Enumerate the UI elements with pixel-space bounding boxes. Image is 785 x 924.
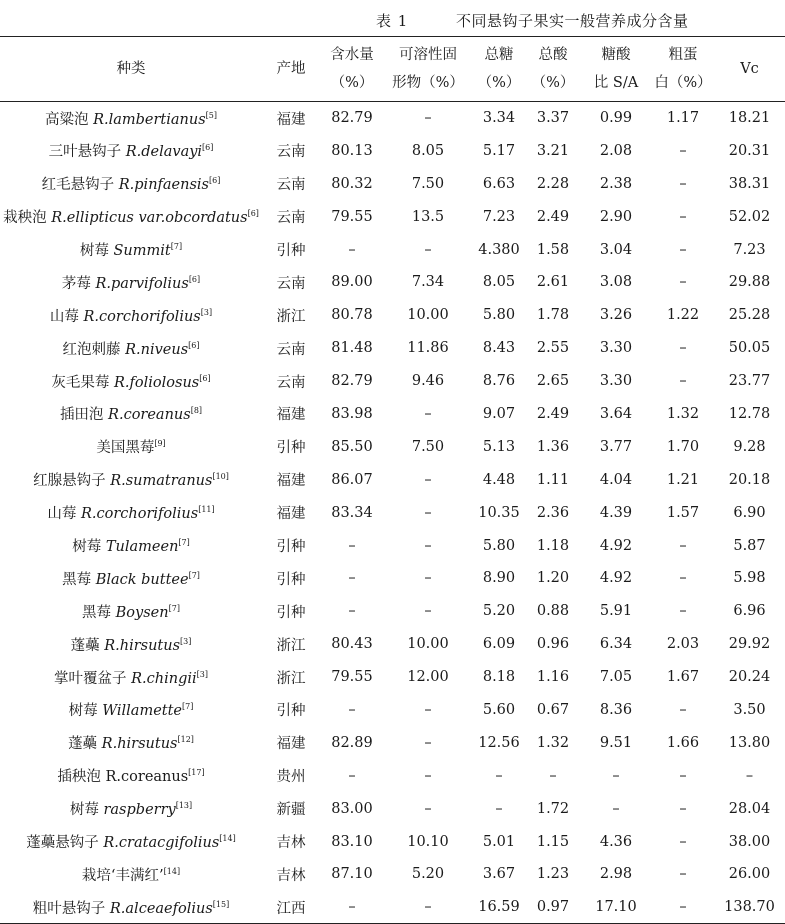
cell-origin: 新疆 xyxy=(276,802,306,819)
cell-acid: 1.23 xyxy=(536,866,570,883)
header-sugar: 总糖 （%） xyxy=(477,47,521,91)
cell-water: – xyxy=(348,537,356,554)
cell-sugar: 5.01 xyxy=(482,833,516,850)
cell-soluble: – xyxy=(424,537,432,554)
cell-sugar: 5.17 xyxy=(482,142,516,159)
cell-ratio: 3.30 xyxy=(599,373,633,390)
cell-vc: 52.02 xyxy=(728,208,771,225)
cell-acid: 3.21 xyxy=(536,142,570,159)
cell-acid: 0.67 xyxy=(536,701,570,718)
cell-species: 三叶悬钩子 R.delavayi[6] xyxy=(48,143,214,161)
cell-protein: – xyxy=(679,701,687,718)
cell-acid: 1.16 xyxy=(536,669,570,686)
cell-soluble: 9.46 xyxy=(411,373,445,390)
cell-species: 粗叶悬钩子 R.alceaefolius[15] xyxy=(32,899,230,917)
cell-sugar: 3.67 xyxy=(482,866,516,883)
cell-origin: 浙江 xyxy=(276,670,306,687)
cell-origin: 引种 xyxy=(276,440,306,457)
cell-soluble: 12.00 xyxy=(407,669,449,686)
cell-water: 87.10 xyxy=(331,866,373,883)
cell-sugar: 9.07 xyxy=(482,405,516,422)
cell-soluble: 10.00 xyxy=(407,636,449,653)
cell-sugar: 5.20 xyxy=(482,603,516,620)
cell-protein: – xyxy=(679,274,687,291)
cell-protein: – xyxy=(679,142,687,159)
table-row xyxy=(0,858,785,891)
cell-soluble: – xyxy=(424,603,432,620)
cell-water: 80.32 xyxy=(331,175,373,192)
cell-water: 80.43 xyxy=(331,636,373,653)
cell-species: 蓬蘽悬钩子 R.cratacgifolius[14] xyxy=(26,834,236,852)
cell-species: 灰毛果莓 R.foliolosus[6] xyxy=(51,373,211,391)
table-row xyxy=(0,332,785,365)
cell-origin: 云南 xyxy=(276,374,306,391)
cell-vc: 18.21 xyxy=(728,110,771,127)
cell-sugar: 8.18 xyxy=(482,669,516,686)
cell-acid: 2.49 xyxy=(536,405,570,422)
cell-sugar: 7.23 xyxy=(482,208,516,225)
cell-origin: 福建 xyxy=(276,111,306,128)
cell-species: 山莓 R.corchorifolius[11] xyxy=(47,505,215,523)
cell-acid: 0.96 xyxy=(536,636,570,653)
cell-protein: – xyxy=(679,603,687,620)
cell-water: 82.79 xyxy=(331,373,373,390)
cell-vc: 13.80 xyxy=(728,734,771,751)
cell-water: 83.34 xyxy=(331,504,373,521)
cell-water: – xyxy=(348,603,356,620)
cell-vc: 6.96 xyxy=(733,603,766,620)
cell-origin: 云南 xyxy=(276,210,306,227)
cell-water: – xyxy=(348,701,356,718)
cell-species: 高粱泡 R.lambertianus[5] xyxy=(44,110,218,128)
cell-ratio: – xyxy=(612,800,620,817)
cell-sugar: 12.56 xyxy=(478,734,520,751)
cell-water: 83.10 xyxy=(331,833,373,850)
cell-protein: – xyxy=(679,537,687,554)
header-ratio: 糖酸 比 S/A xyxy=(593,47,639,91)
cell-origin: 引种 xyxy=(276,539,306,556)
cell-protein: 1.70 xyxy=(666,438,700,455)
cell-vc: 9.28 xyxy=(733,438,766,455)
cell-ratio: 4.92 xyxy=(599,537,633,554)
cell-species: 山莓 R.corchorifolius[3] xyxy=(49,307,213,325)
cell-vc: 25.28 xyxy=(728,307,771,324)
header-origin: 产地 xyxy=(276,61,306,77)
cell-species: 蓬蘽 R.hirsutus[12] xyxy=(68,735,194,753)
cell-vc: 20.18 xyxy=(728,471,771,488)
cell-soluble: – xyxy=(424,701,432,718)
cell-origin: 吉林 xyxy=(276,867,306,884)
cell-soluble: – xyxy=(424,405,432,422)
table-row xyxy=(0,628,785,661)
cell-vc: 29.92 xyxy=(728,636,771,653)
cell-sugar: 10.35 xyxy=(478,504,520,521)
cell-acid: 2.49 xyxy=(536,208,570,225)
cell-origin: 云南 xyxy=(276,275,306,292)
table-row xyxy=(0,365,785,398)
cell-species: 茅莓 R.parvifolius[6] xyxy=(61,275,201,292)
cell-ratio: 8.36 xyxy=(599,701,633,718)
cell-species: 红泡刺藤 R.niveus[6] xyxy=(62,340,200,358)
table-row xyxy=(0,233,785,266)
table-row xyxy=(0,792,785,825)
cell-ratio: 6.34 xyxy=(599,636,633,653)
cell-protein: – xyxy=(679,899,687,916)
table-row xyxy=(0,595,785,628)
cell-acid: 3.37 xyxy=(536,110,570,127)
cell-soluble: 13.5 xyxy=(411,208,445,225)
cell-origin: 福建 xyxy=(276,407,306,424)
table-row xyxy=(0,266,785,299)
cell-soluble: – xyxy=(424,800,432,817)
cell-water: 89.00 xyxy=(331,274,373,291)
table-row xyxy=(0,299,785,332)
cell-sugar: – xyxy=(495,800,503,817)
cell-sugar: 3.34 xyxy=(482,110,516,127)
cell-soluble: 7.34 xyxy=(411,274,445,291)
cell-vc: 23.77 xyxy=(728,373,771,390)
cell-species: 树莓 Tulameen[7] xyxy=(72,538,190,556)
cell-protein: 1.17 xyxy=(666,110,700,127)
table-row xyxy=(0,398,785,431)
cell-species: 掌叶覆盆子 R.chingii[3] xyxy=(54,669,208,687)
cell-ratio: 17.10 xyxy=(595,899,637,916)
cell-acid: 1.11 xyxy=(536,471,570,488)
cell-sugar: 6.63 xyxy=(482,175,516,192)
cell-water: – xyxy=(348,767,356,784)
cell-sugar: 6.09 xyxy=(482,636,516,653)
cell-soluble: – xyxy=(424,471,432,488)
table-caption xyxy=(0,6,785,32)
cell-species: 树莓 Willamette[7] xyxy=(68,702,194,720)
cell-acid: 1.15 xyxy=(536,833,570,850)
cell-water: 83.98 xyxy=(331,405,373,422)
cell-ratio: 3.04 xyxy=(599,241,633,258)
cell-protein: – xyxy=(679,833,687,850)
cell-ratio: 4.39 xyxy=(599,504,633,521)
cell-acid: 1.36 xyxy=(536,438,570,455)
cell-origin: 福建 xyxy=(276,506,306,523)
cell-acid: 0.97 xyxy=(536,899,570,916)
cell-species: 树莓 Summit[7] xyxy=(79,242,183,259)
cell-protein: 1.67 xyxy=(666,669,700,686)
table-row xyxy=(0,562,785,595)
cell-vc: 7.23 xyxy=(733,241,766,258)
cell-ratio: 3.08 xyxy=(599,274,633,291)
table-row xyxy=(0,825,785,858)
cell-sugar: 5.80 xyxy=(482,307,516,324)
cell-ratio: 2.08 xyxy=(599,142,633,159)
cell-protein: 1.22 xyxy=(666,307,700,324)
cell-sugar: 5.13 xyxy=(482,438,516,455)
header-vc: Vc xyxy=(740,61,759,77)
cell-sugar: 16.59 xyxy=(478,899,520,916)
cell-origin: 云南 xyxy=(276,144,306,161)
cell-sugar: – xyxy=(495,767,503,784)
cell-water: – xyxy=(348,241,356,258)
cell-sugar: 4.48 xyxy=(482,471,516,488)
cell-acid: 2.55 xyxy=(536,340,570,357)
cell-acid: 1.78 xyxy=(536,307,570,324)
cell-water: 81.48 xyxy=(331,340,373,357)
cell-soluble: – xyxy=(424,734,432,751)
cell-vc: 28.04 xyxy=(728,800,771,817)
cell-vc: 138.70 xyxy=(724,899,775,916)
cell-sugar: 4.380 xyxy=(478,241,520,258)
header-water: 含水量 （%） xyxy=(330,47,374,91)
cell-acid: 1.18 xyxy=(536,537,570,554)
cell-protein: – xyxy=(679,241,687,258)
header-acid: 总酸 （%） xyxy=(531,47,575,91)
cell-sugar: 8.76 xyxy=(482,373,516,390)
cell-soluble: 10.00 xyxy=(407,307,449,324)
cell-sugar: 5.80 xyxy=(482,537,516,554)
cell-soluble: 7.50 xyxy=(411,175,445,192)
cell-ratio: 7.05 xyxy=(599,669,633,686)
cell-acid: 1.32 xyxy=(536,734,570,751)
cell-acid: 1.72 xyxy=(536,800,570,817)
cell-origin: 引种 xyxy=(276,703,306,720)
cell-protein: – xyxy=(679,570,687,587)
header-soluble: 可溶性固 形物（%） xyxy=(392,47,464,91)
cell-ratio: 2.98 xyxy=(599,866,633,883)
cell-vc: 20.24 xyxy=(728,669,771,686)
cell-water: 79.55 xyxy=(331,208,373,225)
cell-ratio: 5.91 xyxy=(599,603,633,620)
cell-water: 85.50 xyxy=(331,438,373,455)
cell-water: – xyxy=(348,570,356,587)
cell-sugar: 8.90 xyxy=(482,570,516,587)
cell-sugar: 8.05 xyxy=(482,274,516,291)
cell-sugar: 5.60 xyxy=(482,701,516,718)
cell-sugar: 8.43 xyxy=(482,340,516,357)
cell-vc: 5.87 xyxy=(733,537,766,554)
cell-protein: – xyxy=(679,208,687,225)
cell-soluble: – xyxy=(424,899,432,916)
cell-vc: 6.90 xyxy=(733,504,766,521)
cell-origin: 吉林 xyxy=(276,835,306,852)
cell-soluble: 10.10 xyxy=(407,833,449,850)
table-row xyxy=(0,134,785,167)
cell-origin: 福建 xyxy=(276,736,306,753)
cell-vc: 29.88 xyxy=(728,274,771,291)
cell-water: 79.55 xyxy=(331,669,373,686)
table-row xyxy=(0,200,785,233)
cell-vc: 5.98 xyxy=(733,570,766,587)
cell-species: 栽培‘丰满红’[14] xyxy=(81,867,181,884)
table-row xyxy=(0,891,785,924)
cell-species: 栽秧泡 R.ellipticus var.obcordatus[6] xyxy=(3,209,259,227)
cell-species: 插秧泡 R.coreanus[17] xyxy=(57,768,205,786)
cell-origin: 引种 xyxy=(276,243,306,259)
cell-ratio: 4.04 xyxy=(599,471,633,488)
cell-water: 82.79 xyxy=(331,110,373,127)
cell-origin: 引种 xyxy=(276,604,306,621)
header-species: 种类 xyxy=(116,61,146,77)
cell-ratio: – xyxy=(612,767,620,784)
nutrition-table xyxy=(0,36,785,924)
table-title: 不同悬钩子果实一般营养成分含量 xyxy=(456,12,689,30)
cell-origin: 浙江 xyxy=(276,637,306,654)
cell-protein: – xyxy=(679,340,687,357)
header-protein: 粗蛋 白（%） xyxy=(654,47,712,91)
table-row xyxy=(0,759,785,792)
cell-protein: – xyxy=(679,175,687,192)
cell-acid: 2.28 xyxy=(536,175,570,192)
cell-ratio: 0.99 xyxy=(599,110,633,127)
cell-origin: 浙江 xyxy=(276,308,306,325)
cell-vc: 26.00 xyxy=(728,866,771,883)
cell-protein: 1.57 xyxy=(666,504,700,521)
cell-acid: 2.65 xyxy=(536,373,570,390)
cell-water: 80.78 xyxy=(331,307,373,324)
cell-species: 黑莓 Black buttee[7] xyxy=(62,571,200,588)
cell-acid: 0.88 xyxy=(536,603,570,620)
table-number: 表 1 xyxy=(376,12,409,30)
cell-protein: – xyxy=(679,767,687,784)
cell-vc: 38.00 xyxy=(728,833,771,850)
cell-protein: 1.66 xyxy=(666,734,700,751)
table-row xyxy=(0,726,785,759)
cell-ratio: 3.26 xyxy=(599,307,633,324)
cell-species: 红毛悬钩子 R.pinfaensis[6] xyxy=(41,176,221,194)
cell-soluble: 8.05 xyxy=(411,142,445,159)
cell-vc: – xyxy=(745,767,754,784)
cell-vc: 3.50 xyxy=(733,701,766,718)
table-body xyxy=(0,102,785,924)
cell-species: 树莓 raspberry[13] xyxy=(69,801,193,819)
cell-vc: 12.78 xyxy=(728,405,771,422)
cell-origin: 贵州 xyxy=(276,769,306,786)
table-row xyxy=(0,102,785,135)
cell-species: 红腺悬钩子 R.sumatranus[10] xyxy=(33,472,229,490)
cell-soluble: – xyxy=(424,570,432,587)
table-row xyxy=(0,694,785,727)
cell-origin: 云南 xyxy=(276,341,306,358)
cell-vc: 38.31 xyxy=(728,175,771,192)
cell-species: 插田泡 R.coreanus[8] xyxy=(59,406,203,424)
table-row xyxy=(0,430,785,463)
cell-water: 82.89 xyxy=(331,734,373,751)
cell-acid: 2.61 xyxy=(536,274,570,291)
cell-soluble: – xyxy=(424,110,432,127)
table-row xyxy=(0,661,785,694)
cell-acid: 2.36 xyxy=(536,504,570,521)
cell-ratio: 4.92 xyxy=(599,570,633,587)
cell-protein: – xyxy=(679,800,687,817)
cell-protein: 1.32 xyxy=(666,405,700,422)
cell-origin: 福建 xyxy=(276,473,306,490)
cell-water: 83.00 xyxy=(331,800,373,817)
cell-ratio: 2.38 xyxy=(599,175,633,192)
cell-ratio: 2.90 xyxy=(599,208,633,225)
cell-ratio: 3.30 xyxy=(599,340,633,357)
cell-vc: 20.31 xyxy=(728,142,771,159)
cell-protein: 2.03 xyxy=(666,636,700,653)
cell-protein: – xyxy=(679,866,687,883)
table-row xyxy=(0,463,785,496)
cell-origin: 引种 xyxy=(276,571,306,588)
cell-origin: 云南 xyxy=(276,177,306,194)
table-row xyxy=(0,529,785,562)
cell-water: 80.13 xyxy=(331,142,373,159)
cell-water: – xyxy=(348,899,356,916)
cell-soluble: – xyxy=(424,241,432,258)
cell-acid: 1.58 xyxy=(536,241,570,258)
cell-ratio: 3.77 xyxy=(599,438,633,455)
cell-water: 86.07 xyxy=(331,471,373,488)
cell-origin: 江西 xyxy=(276,900,306,917)
cell-soluble: – xyxy=(424,767,432,784)
table-header xyxy=(0,37,785,102)
cell-soluble: – xyxy=(424,504,432,521)
cell-soluble: 7.50 xyxy=(411,438,445,455)
cell-acid: – xyxy=(549,767,557,784)
cell-soluble: 5.20 xyxy=(411,866,445,883)
cell-soluble: 11.86 xyxy=(407,340,449,357)
cell-ratio: 9.51 xyxy=(599,734,633,751)
table-row xyxy=(0,167,785,200)
cell-protein: – xyxy=(679,373,687,390)
cell-species: 蓬蘽 R.hirsutus[3] xyxy=(70,636,192,654)
cell-species: 黑莓 Boysen[7] xyxy=(82,603,180,621)
cell-species: 美国黑莓[9] xyxy=(96,439,166,457)
cell-ratio: 3.64 xyxy=(599,405,633,422)
cell-ratio: 4.36 xyxy=(599,833,633,850)
cell-vc: 50.05 xyxy=(728,340,771,357)
cell-protein: 1.21 xyxy=(666,471,700,488)
cell-acid: 1.20 xyxy=(536,570,570,587)
table-row xyxy=(0,496,785,529)
